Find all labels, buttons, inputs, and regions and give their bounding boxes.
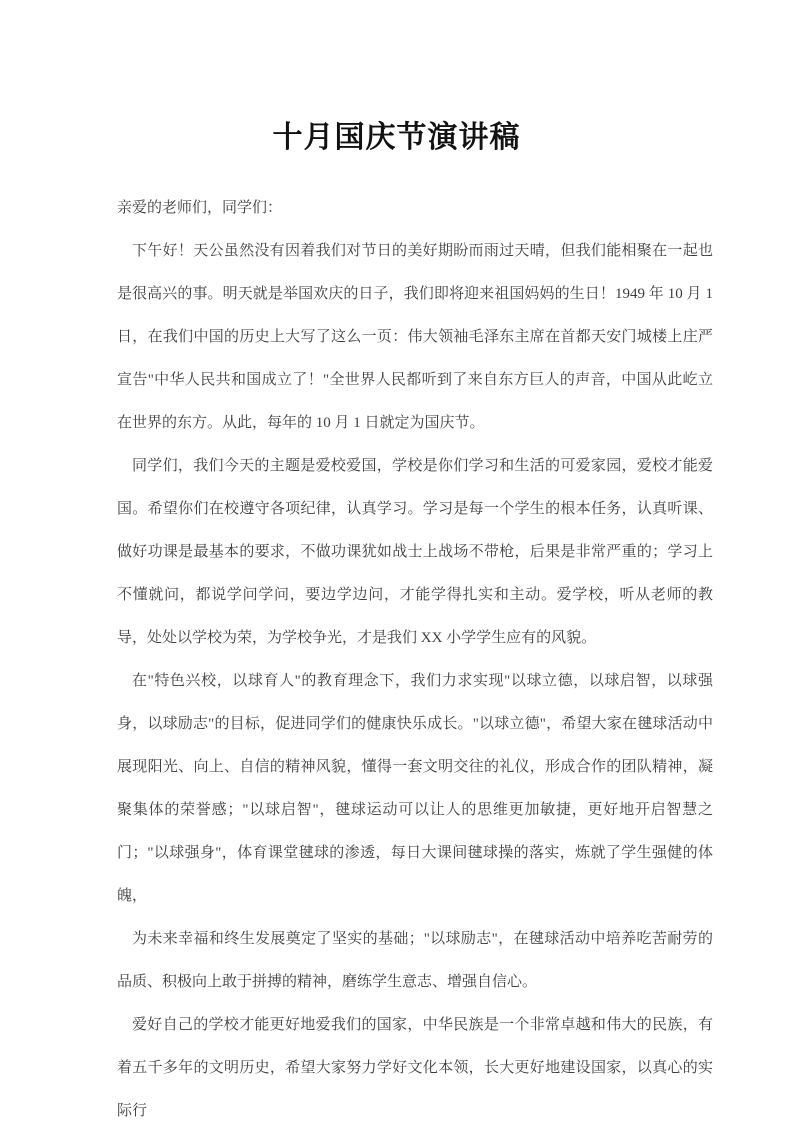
paragraph-willpower: 为未来幸福和终生发展奠定了坚实的基础；"以球励志"，在毽球活动中培养吃苦耐劳的品质、积极向上敢于拼搏的精神，磨练学生意志、增强自信心。 [117, 931, 713, 990]
greeting-line: 亲爱的老师们，同学们： [117, 200, 283, 216]
paragraph-love-country: 爱好自己的学校才能更好地爱我们的国家，中华民族是一个非常卓越和伟大的民族，有着五千多年的文明历史，希望大家努力学好文化本领，长大更好地建设国家，以真心的实际行 [117, 1017, 713, 1119]
document-title: 十月国庆节演讲稿 [272, 121, 521, 154]
paragraph-love-school-theme: 同学们，我们今天的主题是爱校爱国，学校是你们学习和生活的可爱家园，爱校才能爱国。希望你们在校遵守各项纪律，认真学习。学习是每一个学生的根本任务，认真听课、做好功课是最基本的要求，不做功课犹如战士上战场不带枪，后果是非常严重的；学习上不懂就问，都说学问学问，要边学边问，才能学得扎实和主动。爱学校，听从老师的教导，处处以学校为荣，为学校争光，才是我们 XX 小学学生应有的风貌。 [117, 458, 713, 646]
paragraph-national-day-intro: 下午好！天公虽然没有因着我们对节日的美好期盼而雨过天晴，但我们能相聚在一起也是很高兴的事。明天就是举国欢庆的日子，我们即将迎来祖国妈妈的生日！1949 年 10 月 1 日，在我们中国的历史上大写了这么一页：伟大领袖毛泽东主席在首都天安门城楼上庄严宣告"中华人民共和国成立了！"全世界人民都听到了来自东方巨人的声音，中国从此屹立在世界的东方。从此，每年的 10 月 1 日就定为国庆节。 [117, 243, 713, 431]
paragraph-education-concept: 在"特色兴校，以球育人"的教育理念下，我们力求实现"以球立德，以球启智，以球强身，以球励志"的目标，促进同学们的健康快乐成长。"以球立德"，希望大家在毽球活动中展现阳光、向上、自信的精神风貌，懂得一套文明交往的礼仪，形成合作的团队精神，凝聚集体的荣誉感；"以球启智"，毽球运动可以让人的思维更加敏捷，更好地开启智慧之门；"以球强身"，体育课堂毽球的渗透，每日大课间毽球操的落实，炼就了学生强健的体魄， [117, 673, 713, 904]
